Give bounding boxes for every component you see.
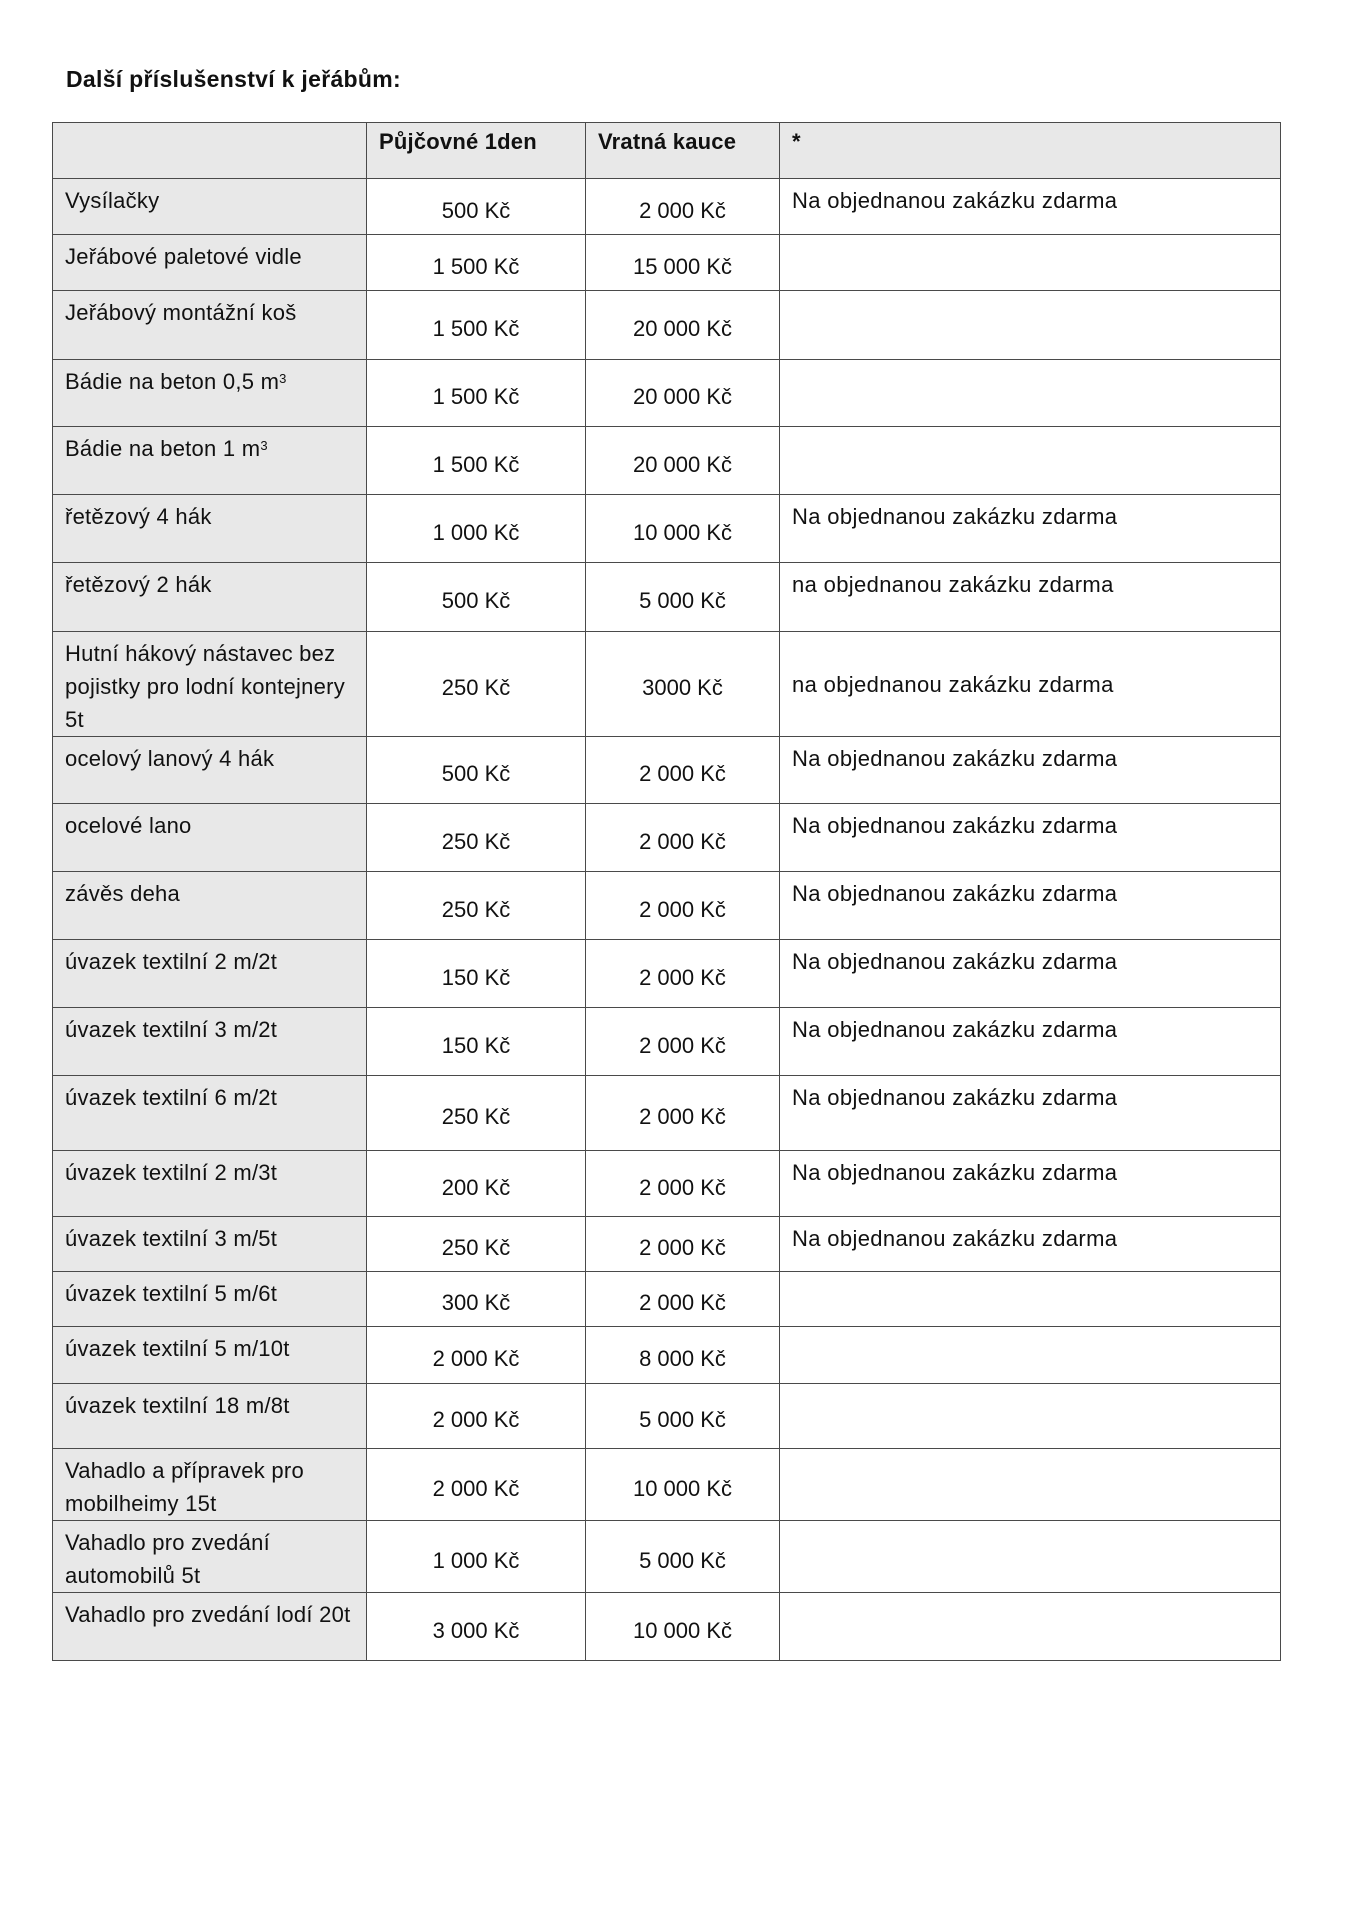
item-name: úvazek textilní 3 m/5t	[65, 1226, 278, 1251]
rent-per-day-cell: 150 Kč	[367, 1008, 586, 1076]
table-header-row	[53, 123, 1281, 179]
item-name: úvazek textilní 5 m/6t	[65, 1281, 278, 1306]
deposit-cell: 2 000 Kč	[586, 872, 780, 940]
rent-per-day-cell: 150 Kč	[367, 940, 586, 1008]
note-cell: Na objednanou zakázku zdarma	[780, 1151, 1281, 1217]
rent-per-day-cell: 1 000 Kč	[367, 495, 586, 563]
table-row	[53, 632, 1281, 737]
table-row	[53, 360, 1281, 427]
note-cell	[780, 1593, 1281, 1661]
table-row	[53, 1217, 1281, 1272]
table-row	[53, 1076, 1281, 1151]
header-item	[53, 123, 367, 179]
item-name: řetězový 2 hák	[65, 572, 212, 597]
rent-per-day-cell: 300 Kč	[367, 1272, 586, 1327]
item-name: Vahadlo pro zvedání lodí 20t	[65, 1602, 351, 1627]
table-row	[53, 804, 1281, 872]
note-cell	[780, 427, 1281, 495]
item-name: Vysílačky	[65, 188, 160, 213]
rent-per-day-cell: 1 500 Kč	[367, 235, 586, 291]
item-name-cell	[53, 1327, 367, 1384]
item-name-cell	[53, 1076, 367, 1151]
item-name-cell	[53, 1008, 367, 1076]
deposit-cell: 10 000 Kč	[586, 1449, 780, 1521]
item-name-cell	[53, 1449, 367, 1521]
deposit-cell: 2 000 Kč	[586, 940, 780, 1008]
note-cell: Na objednanou zakázku zdarma	[780, 1008, 1281, 1076]
header-deposit: Vratná kauce	[586, 123, 780, 179]
note-cell	[780, 1521, 1281, 1593]
item-name-cell	[53, 1272, 367, 1327]
item-name-cell	[53, 495, 367, 563]
rent-per-day-cell: 1 500 Kč	[367, 427, 586, 495]
item-name: závěs deha	[65, 881, 181, 906]
note-cell	[780, 1384, 1281, 1449]
table-row	[53, 179, 1281, 235]
rent-per-day-cell: 2 000 Kč	[367, 1384, 586, 1449]
rent-per-day-cell: 250 Kč	[367, 1076, 586, 1151]
deposit-cell: 2 000 Kč	[586, 179, 780, 235]
deposit-cell: 2 000 Kč	[586, 737, 780, 804]
table-row	[53, 1384, 1281, 1449]
item-name: úvazek textilní 2 m/3t	[65, 1160, 278, 1185]
unit-superscript: 3	[279, 371, 287, 386]
rent-per-day-cell: 200 Kč	[367, 1151, 586, 1217]
item-name: úvazek textilní 3 m/2t	[65, 1017, 278, 1042]
item-name-cell	[53, 632, 367, 737]
item-name: Bádie na beton 1 m	[65, 436, 261, 461]
item-name: úvazek textilní 2 m/2t	[65, 949, 278, 974]
note-cell: Na objednanou zakázku zdarma	[780, 179, 1281, 235]
table-row	[53, 291, 1281, 360]
accessories-price-table	[52, 122, 1281, 1661]
item-name: úvazek textilní 5 m/10t	[65, 1336, 290, 1361]
rent-per-day-cell: 500 Kč	[367, 563, 586, 632]
rent-per-day-cell: 500 Kč	[367, 737, 586, 804]
item-name-cell	[53, 737, 367, 804]
item-name: Hutní hákový nástavec bez pojistky pro lodní kontejnery 5t	[65, 641, 345, 732]
table-row	[53, 1008, 1281, 1076]
table-row	[53, 1151, 1281, 1217]
note-cell: Na objednanou zakázku zdarma	[780, 872, 1281, 940]
rent-per-day-cell: 2 000 Kč	[367, 1327, 586, 1384]
table-row	[53, 1521, 1281, 1593]
item-name-cell	[53, 179, 367, 235]
deposit-cell: 5 000 Kč	[586, 1521, 780, 1593]
note-cell	[780, 291, 1281, 360]
item-name: ocelové lano	[65, 813, 192, 838]
note-cell	[780, 1272, 1281, 1327]
deposit-cell: 5 000 Kč	[586, 1384, 780, 1449]
item-name-cell	[53, 360, 367, 427]
table-row	[53, 563, 1281, 632]
note-cell: Na objednanou zakázku zdarma	[780, 940, 1281, 1008]
deposit-cell: 20 000 Kč	[586, 360, 780, 427]
item-name-cell	[53, 872, 367, 940]
deposit-cell: 8 000 Kč	[586, 1327, 780, 1384]
item-name: Vahadlo pro zvedání automobilů 5t	[65, 1530, 270, 1588]
item-name: ocelový lanový 4 hák	[65, 746, 275, 771]
deposit-cell: 20 000 Kč	[586, 427, 780, 495]
note-cell	[780, 1327, 1281, 1384]
rent-per-day-cell: 1 500 Kč	[367, 360, 586, 427]
rent-per-day-cell: 250 Kč	[367, 632, 586, 737]
header-rent-per-day: Půjčovné 1den	[367, 123, 586, 179]
table-row	[53, 235, 1281, 291]
item-name: Jeřábové paletové vidle	[65, 244, 302, 269]
rent-per-day-cell: 250 Kč	[367, 804, 586, 872]
item-name-cell	[53, 940, 367, 1008]
table-row	[53, 872, 1281, 940]
rent-per-day-cell: 1 000 Kč	[367, 1521, 586, 1593]
deposit-cell: 2 000 Kč	[586, 804, 780, 872]
note-cell: Na objednanou zakázku zdarma	[780, 1076, 1281, 1151]
item-name: úvazek textilní 6 m/2t	[65, 1085, 278, 1110]
rent-per-day-cell: 2 000 Kč	[367, 1449, 586, 1521]
rent-per-day-cell: 250 Kč	[367, 1217, 586, 1272]
item-name-cell	[53, 235, 367, 291]
rent-per-day-cell: 500 Kč	[367, 179, 586, 235]
deposit-cell: 20 000 Kč	[586, 291, 780, 360]
item-name-cell	[53, 1521, 367, 1593]
deposit-cell: 3000 Kč	[586, 632, 780, 737]
note-cell	[780, 1449, 1281, 1521]
item-name: úvazek textilní 18 m/8t	[65, 1393, 290, 1418]
note-cell: na objednanou zakázku zdarma	[780, 563, 1281, 632]
note-cell: na objednanou zakázku zdarma	[780, 632, 1281, 737]
item-name: Vahadlo a přípravek pro mobilheimy 15t	[65, 1458, 304, 1516]
deposit-cell: 5 000 Kč	[586, 563, 780, 632]
note-cell	[780, 360, 1281, 427]
note-cell: Na objednanou zakázku zdarma	[780, 495, 1281, 563]
rent-per-day-cell: 1 500 Kč	[367, 291, 586, 360]
rent-per-day-cell: 3 000 Kč	[367, 1593, 586, 1661]
deposit-cell: 2 000 Kč	[586, 1151, 780, 1217]
deposit-cell: 10 000 Kč	[586, 495, 780, 563]
table-row	[53, 1593, 1281, 1661]
page-title: Další příslušenství k jeřábům:	[66, 66, 401, 92]
rent-per-day-cell: 250 Kč	[367, 872, 586, 940]
deposit-cell: 2 000 Kč	[586, 1272, 780, 1327]
item-name-cell	[53, 1384, 367, 1449]
item-name-cell	[53, 1217, 367, 1272]
deposit-cell: 2 000 Kč	[586, 1217, 780, 1272]
unit-superscript: 3	[260, 438, 268, 453]
deposit-cell: 2 000 Kč	[586, 1076, 780, 1151]
item-name-cell	[53, 563, 367, 632]
item-name: Jeřábový montážní koš	[65, 300, 297, 325]
table-row	[53, 1327, 1281, 1384]
item-name-cell	[53, 804, 367, 872]
table-row	[53, 495, 1281, 563]
header-note: *	[780, 123, 1281, 179]
item-name: Bádie na beton 0,5 m	[65, 369, 280, 394]
deposit-cell: 10 000 Kč	[586, 1593, 780, 1661]
note-cell: Na objednanou zakázku zdarma	[780, 1217, 1281, 1272]
deposit-cell: 2 000 Kč	[586, 1008, 780, 1076]
note-cell	[780, 235, 1281, 291]
table-row	[53, 1272, 1281, 1327]
deposit-cell: 15 000 Kč	[586, 235, 780, 291]
table-row	[53, 737, 1281, 804]
table-row	[53, 940, 1281, 1008]
item-name-cell	[53, 1593, 367, 1661]
table-row	[53, 427, 1281, 495]
table-row	[53, 1449, 1281, 1521]
item-name-cell	[53, 291, 367, 360]
item-name: řetězový 4 hák	[65, 504, 212, 529]
note-cell: Na objednanou zakázku zdarma	[780, 804, 1281, 872]
note-cell: Na objednanou zakázku zdarma	[780, 737, 1281, 804]
item-name-cell	[53, 1151, 367, 1217]
item-name-cell	[53, 427, 367, 495]
table-body	[53, 179, 1281, 1661]
